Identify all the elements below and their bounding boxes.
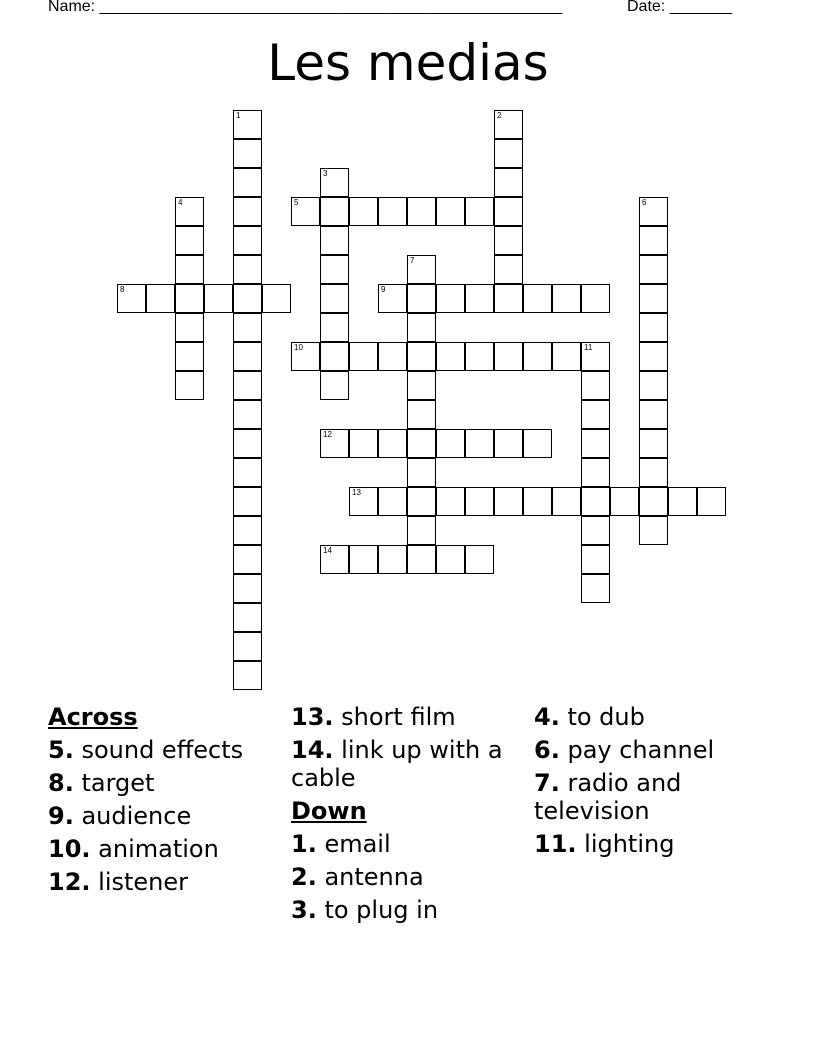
clue-item-number: 8.: [48, 769, 74, 797]
crossword-cell[interactable]: [320, 168, 349, 197]
clue-item-text: antenna: [316, 863, 424, 891]
crossword-cell[interactable]: [494, 429, 523, 458]
crossword-cell[interactable]: [610, 487, 639, 516]
crossword-cell[interactable]: [378, 342, 407, 371]
crossword-cell[interactable]: [407, 342, 436, 371]
crossword-cell[interactable]: [233, 458, 262, 487]
clue-item-text: short film: [333, 703, 456, 731]
crossword-cell[interactable]: [320, 545, 349, 574]
crossword-cell[interactable]: [494, 487, 523, 516]
crossword-cell[interactable]: [175, 197, 204, 226]
clue-number: 5: [294, 198, 299, 207]
crossword-cell[interactable]: [320, 284, 349, 313]
crossword-cell[interactable]: [233, 603, 262, 632]
crossword-cell[interactable]: [349, 545, 378, 574]
crossword-cell[interactable]: [494, 110, 523, 139]
crossword-cell[interactable]: [349, 429, 378, 458]
clue-item-number: 13.: [291, 703, 334, 731]
clue-item: [291, 863, 523, 891]
crossword-cell[interactable]: [581, 458, 610, 487]
crossword-cell[interactable]: [233, 226, 262, 255]
crossword-cell[interactable]: [494, 284, 523, 313]
crossword-cell[interactable]: [581, 342, 610, 371]
crossword-cell[interactable]: [378, 487, 407, 516]
crossword-cell[interactable]: [639, 458, 668, 487]
clue-item-number: 11.: [534, 830, 577, 858]
crossword-cell[interactable]: [233, 284, 262, 313]
clue-column-2: [291, 703, 523, 929]
across-heading: Across: [48, 703, 138, 731]
crossword-cell[interactable]: [465, 284, 494, 313]
crossword-cell[interactable]: [581, 284, 610, 313]
date-field-line[interactable]: Date: _______: [627, 0, 732, 15]
crossword-cell[interactable]: [639, 429, 668, 458]
clue-item: [291, 736, 523, 792]
crossword-cell[interactable]: [465, 342, 494, 371]
crossword-cell[interactable]: [233, 371, 262, 400]
crossword-cell[interactable]: [407, 429, 436, 458]
clue-item-text: email: [316, 830, 391, 858]
clue-number: 9: [381, 285, 386, 294]
clue-item: [534, 830, 774, 858]
crossword-cell[interactable]: [697, 487, 726, 516]
clue-item: [48, 868, 280, 896]
clue-item: [534, 769, 774, 825]
down-heading: Down: [291, 797, 367, 825]
crossword-cell[interactable]: [320, 226, 349, 255]
crossword-cell[interactable]: [320, 429, 349, 458]
clue-item: [291, 703, 523, 731]
clue-number: 1: [236, 111, 241, 120]
clue-number: 4: [178, 198, 183, 207]
crossword-cell[interactable]: [407, 400, 436, 429]
page-title: Les medias: [267, 34, 549, 92]
clue-item-number: 3.: [291, 896, 317, 924]
crossword-cell[interactable]: [523, 487, 552, 516]
crossword-cell[interactable]: [407, 371, 436, 400]
crossword-cell[interactable]: [291, 197, 320, 226]
crossword-cell[interactable]: [407, 255, 436, 284]
clue-item-text: radio and television: [534, 769, 682, 825]
crossword-cell[interactable]: [175, 371, 204, 400]
crossword-cell[interactable]: [320, 197, 349, 226]
clue-item: [48, 802, 280, 830]
crossword-cell[interactable]: [552, 487, 581, 516]
crossword-cell[interactable]: [117, 284, 146, 313]
clue-item-text: lighting: [576, 830, 675, 858]
clue-item-text: target: [73, 769, 155, 797]
crossword-cell[interactable]: [639, 371, 668, 400]
clue-item-number: 5.: [48, 736, 74, 764]
clue-number: 8: [120, 285, 125, 294]
crossword-cell[interactable]: [581, 429, 610, 458]
crossword-cell[interactable]: [233, 574, 262, 603]
clue-item-text: link up with a cable: [291, 736, 503, 792]
crossword-cell[interactable]: [494, 226, 523, 255]
crossword-cell[interactable]: [552, 284, 581, 313]
crossword-cell[interactable]: [494, 139, 523, 168]
crossword-cell[interactable]: [233, 313, 262, 342]
crossword-cell[interactable]: [233, 516, 262, 545]
clue-number: 12: [323, 430, 332, 439]
clue-column-1: [48, 703, 280, 901]
crossword-cell[interactable]: [436, 197, 465, 226]
clue-item-number: 6.: [534, 736, 560, 764]
crossword-cell[interactable]: [233, 342, 262, 371]
crossword-cell[interactable]: [436, 545, 465, 574]
crossword-cell[interactable]: [523, 342, 552, 371]
crossword-cell[interactable]: [639, 487, 668, 516]
clue-item-number: 10.: [48, 835, 91, 863]
crossword-cell[interactable]: [320, 371, 349, 400]
clue-item: [48, 835, 280, 863]
crossword-cell[interactable]: [465, 545, 494, 574]
crossword-cell[interactable]: [639, 516, 668, 545]
clue-item: [534, 703, 774, 731]
crossword-cell[interactable]: [233, 661, 262, 690]
crossword-cell[interactable]: [378, 197, 407, 226]
clue-item-number: 1.: [291, 830, 317, 858]
crossword-cell[interactable]: [494, 342, 523, 371]
crossword-cell[interactable]: [233, 168, 262, 197]
crossword-cell[interactable]: [523, 429, 552, 458]
crossword-cell[interactable]: [349, 342, 378, 371]
crossword-cell[interactable]: [320, 313, 349, 342]
clue-number: 2: [497, 111, 502, 120]
clue-number: 10: [294, 343, 303, 352]
clue-item: [291, 830, 523, 858]
clue-item-text: to plug in: [316, 896, 439, 924]
crossword-cell[interactable]: [581, 487, 610, 516]
clue-number: 14: [323, 546, 332, 555]
crossword-cell[interactable]: [639, 197, 668, 226]
clue-item: [291, 896, 523, 924]
crossword-cell[interactable]: [494, 168, 523, 197]
name-field-line[interactable]: Name: ____________________________________________________: [48, 0, 563, 15]
clue-item-text: to dub: [559, 703, 645, 731]
crossword-cell[interactable]: [175, 342, 204, 371]
crossword-cell[interactable]: [291, 342, 320, 371]
crossword-cell[interactable]: [639, 284, 668, 313]
clue-item-number: 12.: [48, 868, 91, 896]
crossword-cell[interactable]: [581, 371, 610, 400]
crossword-cell[interactable]: [465, 487, 494, 516]
crossword-cell[interactable]: [175, 313, 204, 342]
crossword-cell[interactable]: [436, 429, 465, 458]
crossword-cell[interactable]: [407, 458, 436, 487]
crossword-cell[interactable]: [407, 197, 436, 226]
crossword-cell[interactable]: [320, 255, 349, 284]
crossword-cell[interactable]: [407, 284, 436, 313]
clue-number: 6: [642, 198, 647, 207]
crossword-cell[interactable]: [175, 226, 204, 255]
crossword-cell[interactable]: [639, 226, 668, 255]
crossword-cell[interactable]: [233, 139, 262, 168]
crossword-cell[interactable]: [436, 487, 465, 516]
crossword-cell[interactable]: [233, 400, 262, 429]
crossword-cell[interactable]: [349, 197, 378, 226]
crossword-cell[interactable]: [233, 487, 262, 516]
crossword-cell[interactable]: [465, 429, 494, 458]
clue-item-number: 7.: [534, 769, 560, 797]
clue-item-text: animation: [90, 835, 219, 863]
clue-item-number: 4.: [534, 703, 560, 731]
crossword-cell[interactable]: [581, 516, 610, 545]
crossword-cell[interactable]: [639, 255, 668, 284]
crossword-cell[interactable]: [639, 313, 668, 342]
clue-number: 13: [352, 488, 361, 497]
clue-item-text: listener: [90, 868, 189, 896]
clue-item-number: 2.: [291, 863, 317, 891]
crossword-cell[interactable]: [407, 313, 436, 342]
crossword-cell[interactable]: [668, 487, 697, 516]
crossword-cell[interactable]: [233, 197, 262, 226]
crossword-cell[interactable]: [436, 342, 465, 371]
crossword-cell[interactable]: [378, 545, 407, 574]
crossword-cell[interactable]: [407, 487, 436, 516]
crossword-cell[interactable]: [581, 400, 610, 429]
crossword-cell[interactable]: [494, 197, 523, 226]
crossword-cell[interactable]: [407, 516, 436, 545]
crossword-cell[interactable]: [233, 545, 262, 574]
crossword-cell[interactable]: [494, 255, 523, 284]
crossword-cell[interactable]: [639, 342, 668, 371]
crossword-cell[interactable]: [378, 284, 407, 313]
crossword-cell[interactable]: [378, 429, 407, 458]
crossword-cell[interactable]: [146, 284, 175, 313]
clue-number: 11: [584, 343, 593, 352]
crossword-cell[interactable]: [233, 632, 262, 661]
clue-number: 3: [323, 169, 328, 178]
crossword-cell[interactable]: [233, 255, 262, 284]
crossword-cell[interactable]: [233, 110, 262, 139]
crossword-cell[interactable]: [175, 255, 204, 284]
clue-number: 7: [410, 256, 415, 265]
crossword-cell[interactable]: [465, 197, 494, 226]
crossword-cell[interactable]: [204, 284, 233, 313]
clue-item: [534, 736, 774, 764]
crossword-cell[interactable]: [581, 574, 610, 603]
crossword-cell[interactable]: [349, 487, 378, 516]
crossword-cell[interactable]: [262, 284, 291, 313]
crossword-cell[interactable]: [581, 545, 610, 574]
crossword-cell[interactable]: [175, 284, 204, 313]
clue-item-number: 9.: [48, 802, 74, 830]
crossword-cell[interactable]: [233, 429, 262, 458]
clue-item: [48, 769, 280, 797]
crossword-cell[interactable]: [320, 342, 349, 371]
crossword-cell[interactable]: [436, 284, 465, 313]
crossword-cell[interactable]: [639, 400, 668, 429]
clue-item-text: sound effects: [73, 736, 244, 764]
crossword-cell[interactable]: [552, 342, 581, 371]
clue-item-text: pay channel: [559, 736, 715, 764]
clue-item: [48, 736, 280, 764]
clue-column-3: [534, 703, 774, 863]
clue-item-number: 14.: [291, 736, 334, 764]
clue-item-text: audience: [73, 802, 192, 830]
crossword-cell[interactable]: [407, 545, 436, 574]
crossword-cell[interactable]: [523, 284, 552, 313]
